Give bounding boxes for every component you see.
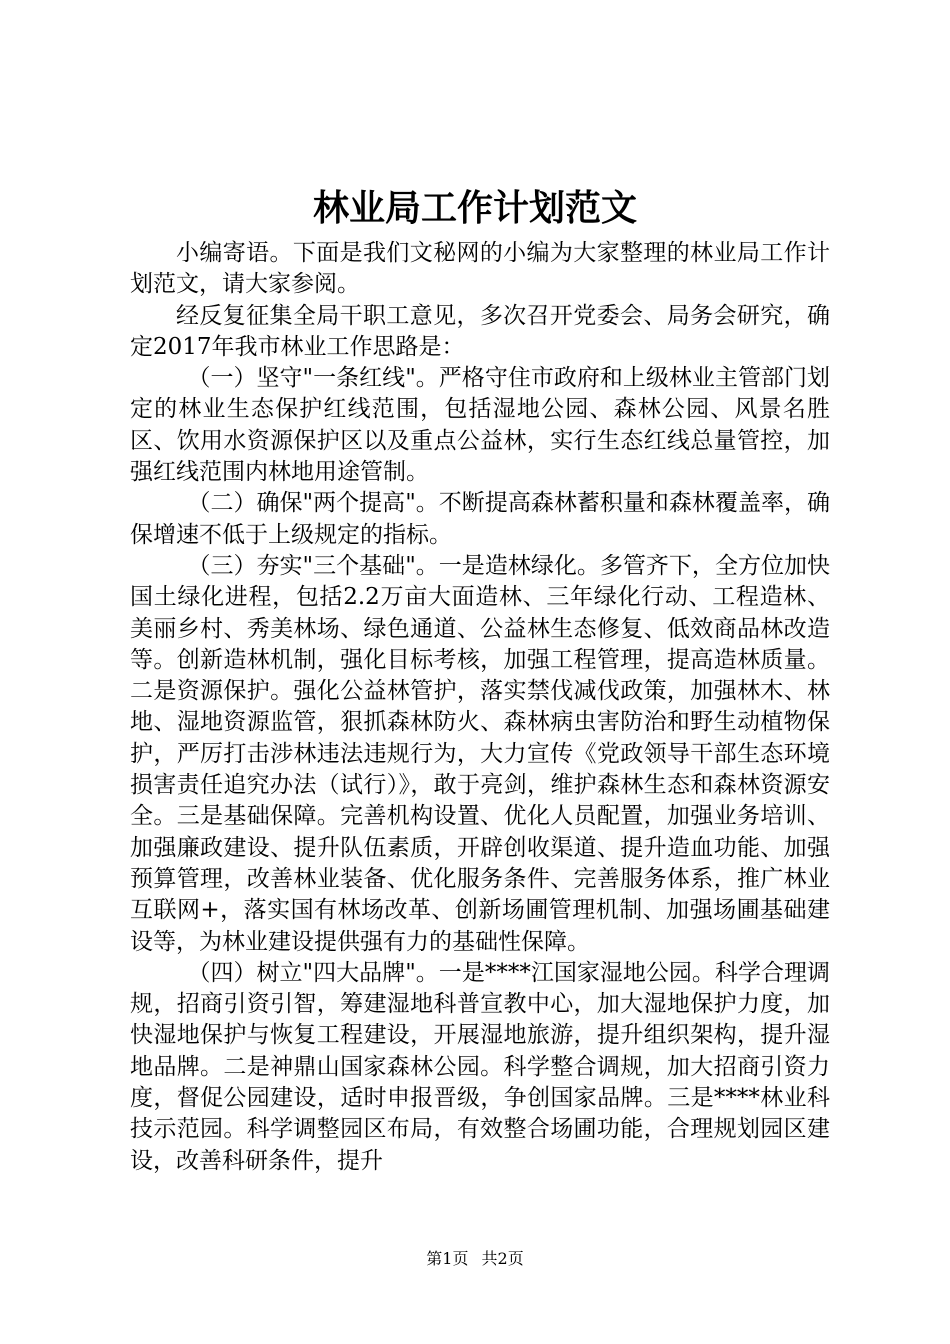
paragraph-item-2: （二）确保"两个提高"。不断提高森林蓄积量和森林覆盖率，确保增速不低于上级规定的指标。 (130, 490, 830, 548)
page-total: 共2页 (481, 1249, 524, 1268)
document-title: 林业局工作计划范文 (312, 187, 637, 229)
paragraph-item-3: （三）夯实"三个基础"。一是造林绿化。多管齐下，全方位加快国土绿化进程，包括2.2万亩大面造林、三年绿化行动、工程造林、美丽乡村、秀美林场、绿色通道、公益林生态修复、低效商品林改造等。创新造林机制，强化目标考核，加强工程管理，提高造林质量。二是资源保护。强化公益林管护，落实禁伐减伐政策，加强林木、林地、湿地资源监管，狠抓森林防火、森林病虫害防治和野生动植物保护，严厉打击涉林违法违规行为，大力宣传《党政领导干部生态环境损害责任追究办法（试行）》，敢于亮剑，维护森林生态和森林资源安全。三是基础保障。完善机构设置、优化人员配置，加强业务培训、加强廉政建设、提升队伍素质，开辟创收渠道、提升造血功能、加强预算管理，改善林业装备、优化服务条件、完善服务体系，推广林业互联网+，落实国有林场改革、创新场圃管理机制、加强场圃基础建设等，为林业建设提供强有力的基础性保障。 (130, 552, 830, 955)
paragraph-approach: 经反复征集全局干职工意见，多次召开党委会、局务会研究，确定2017年我市林业工作思路是： (130, 302, 830, 360)
paragraph-intro: 小编寄语。下面是我们文秘网的小编为大家整理的林业局工作计划范文，请大家参阅。 (130, 240, 830, 298)
page-footer (0, 1246, 950, 1269)
paragraph-item-4: （四）树立"四大品牌"。一是****江国家湿地公园。科学合理调规，招商引资引智，筹建湿地科普宣教中心，加大湿地保护力度，加快湿地保护与恢复工程建设，开展湿地旅游，提升组织架构，提升湿地品牌。二是神鼎山国家森林公园。科学整合调规，加大招商引资力度，督促公园建设，适时申报晋级，争创国家品牌。三是****林业科技示范园。科学调整园区布局，有效整合场圃功能，合理规划园区建设，改善科研条件，提升 (130, 959, 830, 1174)
paragraph-item-1: （一）坚守"一条红线"。严格守住市政府和上级林业主管部门划定的林业生态保护红线范围，包括湿地公园、森林公园、风景名胜区、饮用水资源保护区以及重点公益林，实行生态红线总量管控，加强红线范围内林地用途管制。 (130, 365, 830, 486)
page-number: 第1页 (426, 1249, 469, 1268)
document-body (130, 238, 830, 1177)
